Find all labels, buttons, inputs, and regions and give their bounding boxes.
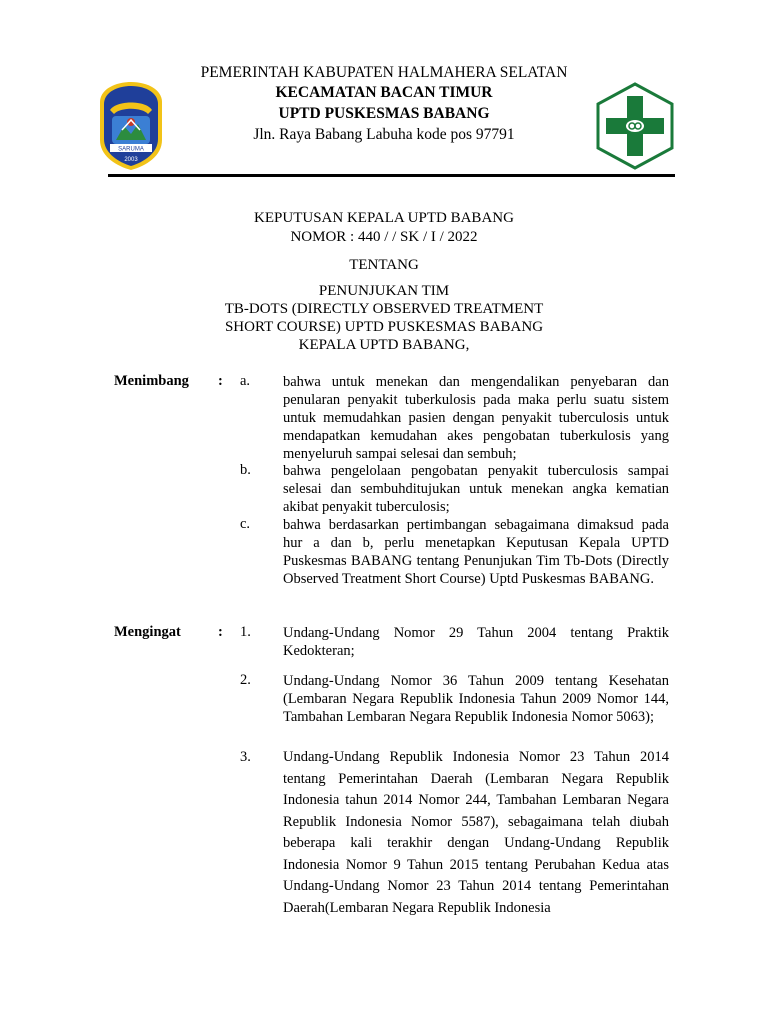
decree-about: TENTANG (349, 257, 419, 273)
decree-number: NOMOR : 440 / / SK / I / 2022 (290, 229, 478, 245)
decree-subject-line-1: PENUNJUKAN TIM (318, 283, 450, 299)
decree-subject-line-2: TB-DOTS (DIRECTLY OBSERVED TREATMENT (224, 301, 544, 317)
svg-text:2003: 2003 (124, 157, 138, 163)
menimbang-item-marker: b. (240, 462, 251, 478)
decree-subject-line-3: SHORT COURSE) UPTD PUSKESMAS BABANG (224, 319, 544, 335)
letterhead-address: Jln. Raya Babang Labuha kode pos 97791 (253, 126, 515, 143)
mengingat-item-marker: 2. (240, 672, 251, 688)
decree-title: KEPUTUSAN KEPALA UPTD BABANG (254, 210, 514, 226)
letterhead-district: KECAMATAN BACAN TIMUR (275, 84, 493, 101)
menimbang-item-text: bahwa pengelolaan pengobatan penyakit tuberculosis sampai selesai dan sembuhditujukan untuk menekan angka kematian akibat penyakit tuberculosis; (283, 463, 669, 515)
mengingat-item-text: Undang-Undang Republik Indonesia Nomor 23 Tahun 2014 tentang Pemerintahan Daerah (Lembaran Negara Republik Indonesia tahun 2014 Nomor 244, Tambahan Lembaran Negara Republik Indonesia Nomor 5587), sebagaimana telah diubah beberapa kali terakhir dengan Undang-Undang Republik Indonesia Nomor 9 Tahun 2015 tentang Perubahan Kedua atas Undang-Undang Nomor 23 Tahun 2014 tentang Pemerintahan Daerah(Lembaran Negara Republik Indonesia (283, 749, 669, 916)
menimbang-item-text: bahwa untuk menekan dan mengendalikan penyebaran dan penularan penyakit tuberkulosis pada maka perlu suatu sistem untuk memudahkan pasien dengan penyakit tuberculosis untuk mendapatkan kemudahan akes pengobatan tuberkulosis yang menyeluruh sampai selesai dan sembuh; (283, 374, 669, 462)
letterhead-institution: UPTD PUSKESMAS BABANG (278, 105, 490, 122)
mengingat-label: Mengingat (114, 624, 181, 640)
svg-text:SARUMA: SARUMA (118, 146, 144, 153)
mengingat-item-text: Undang-Undang Nomor 29 Tahun 2004 tentang Praktik Kedokteran; (283, 625, 669, 659)
mengingat-colon: : (218, 624, 223, 640)
menimbang-item-marker: c. (240, 516, 251, 532)
letterhead-government: PEMERINTAH KABUPATEN HALMAHERA SELATAN (200, 64, 568, 81)
menimbang-label: Menimbang (114, 373, 189, 389)
menimbang-item-text: bahwa berdasarkan pertimbangan sebagaimana dimaksud pada hur a dan b, perlu menetapkan Keputusan Kepala UPTD Puskesmas BABANG tentang Penunjukan Tim Tb-Dots (Directly Observed Treatment Short Course) Uptd Puskesmas BABANG. (283, 517, 669, 587)
mengingat-item-text: Undang-Undang Nomor 36 Tahun 2009 tentang Kesehatan (Lembaran Negara Republik Indonesia Tahun 2009 Nomor 144, Tambahan Lembaran Negara Republik Indonesia Nomor 5063); (283, 673, 669, 725)
menimbang-colon: : (218, 373, 223, 389)
mengingat-item-marker: 3. (240, 749, 251, 765)
mengingat-item-marker: 1. (240, 624, 251, 640)
puskesmas-cross-icon (596, 82, 674, 170)
decree-subject-line-4: KEPALA UPTD BABANG, (298, 337, 470, 353)
menimbang-item-marker: a. (240, 373, 251, 389)
letterhead-divider (108, 174, 675, 177)
